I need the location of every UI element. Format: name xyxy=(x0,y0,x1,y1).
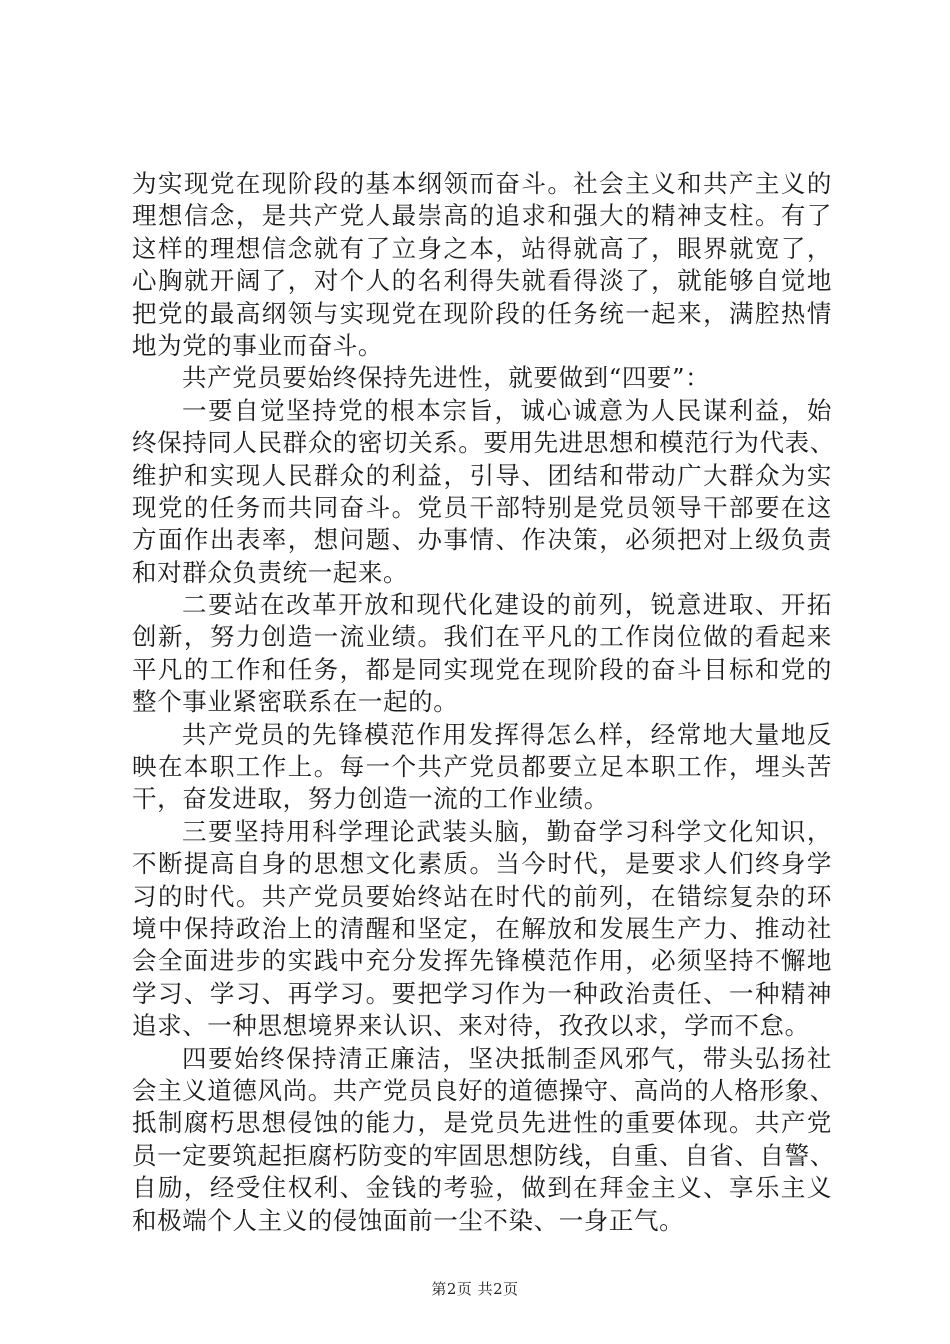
text-line: 整个事业紧密联系在一起的。 xyxy=(132,687,459,717)
text-line: 追求、一种思想境界来认识、来对待，孜孜以求，学而不怠。 xyxy=(132,1011,810,1041)
text-line: 方面作出表率，想问题、办事情、作决策，必须把对上级负责 xyxy=(132,525,832,555)
text-line: 终保持同人民群众的密切关系。要用先进思想和模范行为代表、 xyxy=(132,428,835,458)
text-line: 不断提高自身的思想文化素质。当今时代，是要求人们终身学 xyxy=(132,849,832,879)
text-line: 干，奋发进取，努力创造一流的工作业绩。 xyxy=(132,784,609,814)
text-line: 员一定要筑起拒腐朽防变的牢固思想防线，自重、自省、自警、 xyxy=(132,1140,835,1170)
text-line: 会全面进步的实践中充分发挥先锋模范作用，必须坚持不懈地 xyxy=(132,946,832,976)
text-line: 为实现党在现阶段的基本纲领而奋斗。社会主义和共产主义的 xyxy=(132,169,832,198)
text-line: 把党的最高纲领与实现党在现阶段的任务统一起来，满腔热情 xyxy=(132,298,832,328)
text-line: 习的时代。共产党员要始终站在时代的前列，在错综复杂的环 xyxy=(132,881,832,911)
text-line: 创新，努力创造一流业绩。我们在平凡的工作岗位做的看起来 xyxy=(132,622,832,652)
text-line: 学习、学习、再学习。要把学习作为一种政治责任、一种精神 xyxy=(132,978,832,1008)
text-line: 共产党员的先锋模范作用发挥得怎么样，经常地大量地反 xyxy=(182,719,832,749)
text-line: 境中保持政治上的清醒和坚定，在解放和发展生产力、推动社 xyxy=(132,913,832,943)
text-line: 维护和实现人民群众的利益，引导、团结和带动广大群众为实 xyxy=(132,460,832,490)
text-line: 四要始终保持清正廉洁，坚决抵制歪风邪气，带头弘扬社 xyxy=(182,1043,832,1073)
text-line: 地为党的事业而奋斗。 xyxy=(132,330,383,360)
text-line: 理想信念，是共产党人最崇高的追求和强大的精神支柱。有了 xyxy=(132,201,832,231)
text-line: 抵制腐朽思想侵蚀的能力，是党员先进性的重要体现。共产党 xyxy=(132,1108,832,1138)
text-line: 自励，经受住权利、金钱的考验，做到在拜金主义、享乐主义 xyxy=(132,1173,832,1203)
page-number: 第2页 共2页 xyxy=(431,1280,519,1298)
text-line: 映在本职工作上。每一个共产党员都要立足本职工作，埋头苦 xyxy=(132,752,832,782)
text-line: 三要坚持用科学理论武装头脑，勤奋学习科学文化知识， xyxy=(182,816,832,846)
text-line: 现党的任务而共同奋斗。党员干部特别是党员领导干部要在这 xyxy=(132,492,832,522)
document-body xyxy=(132,168,835,1237)
text-line: 和极端个人主义的侵蚀面前一尘不染、一身正气。 xyxy=(132,1205,685,1235)
text-line: 平凡的工作和任务，都是同实现党在现阶段的奋斗目标和党的 xyxy=(132,654,832,684)
text-line: 一要自觉坚持党的根本宗旨，诚心诚意为人民谋利益，始 xyxy=(182,395,832,425)
text-line: 共产党员要始终保持先进性，就要做到“四要”： xyxy=(182,363,711,393)
text-line: 心胸就开阔了，对个人的名利得失就看得淡了，就能够自觉地 xyxy=(132,266,832,296)
text-line: 会主义道德风尚。共产党员良好的道德操守、高尚的人格形象、 xyxy=(132,1075,835,1105)
text-line: 二要站在改革开放和现代化建设的前列，锐意进取、开拓 xyxy=(182,590,832,620)
text-line: 和对群众负责统一起来。 xyxy=(132,557,409,587)
text-line: 这样的理想信念就有了立身之本，站得就高了，眼界就宽了， xyxy=(132,233,832,263)
